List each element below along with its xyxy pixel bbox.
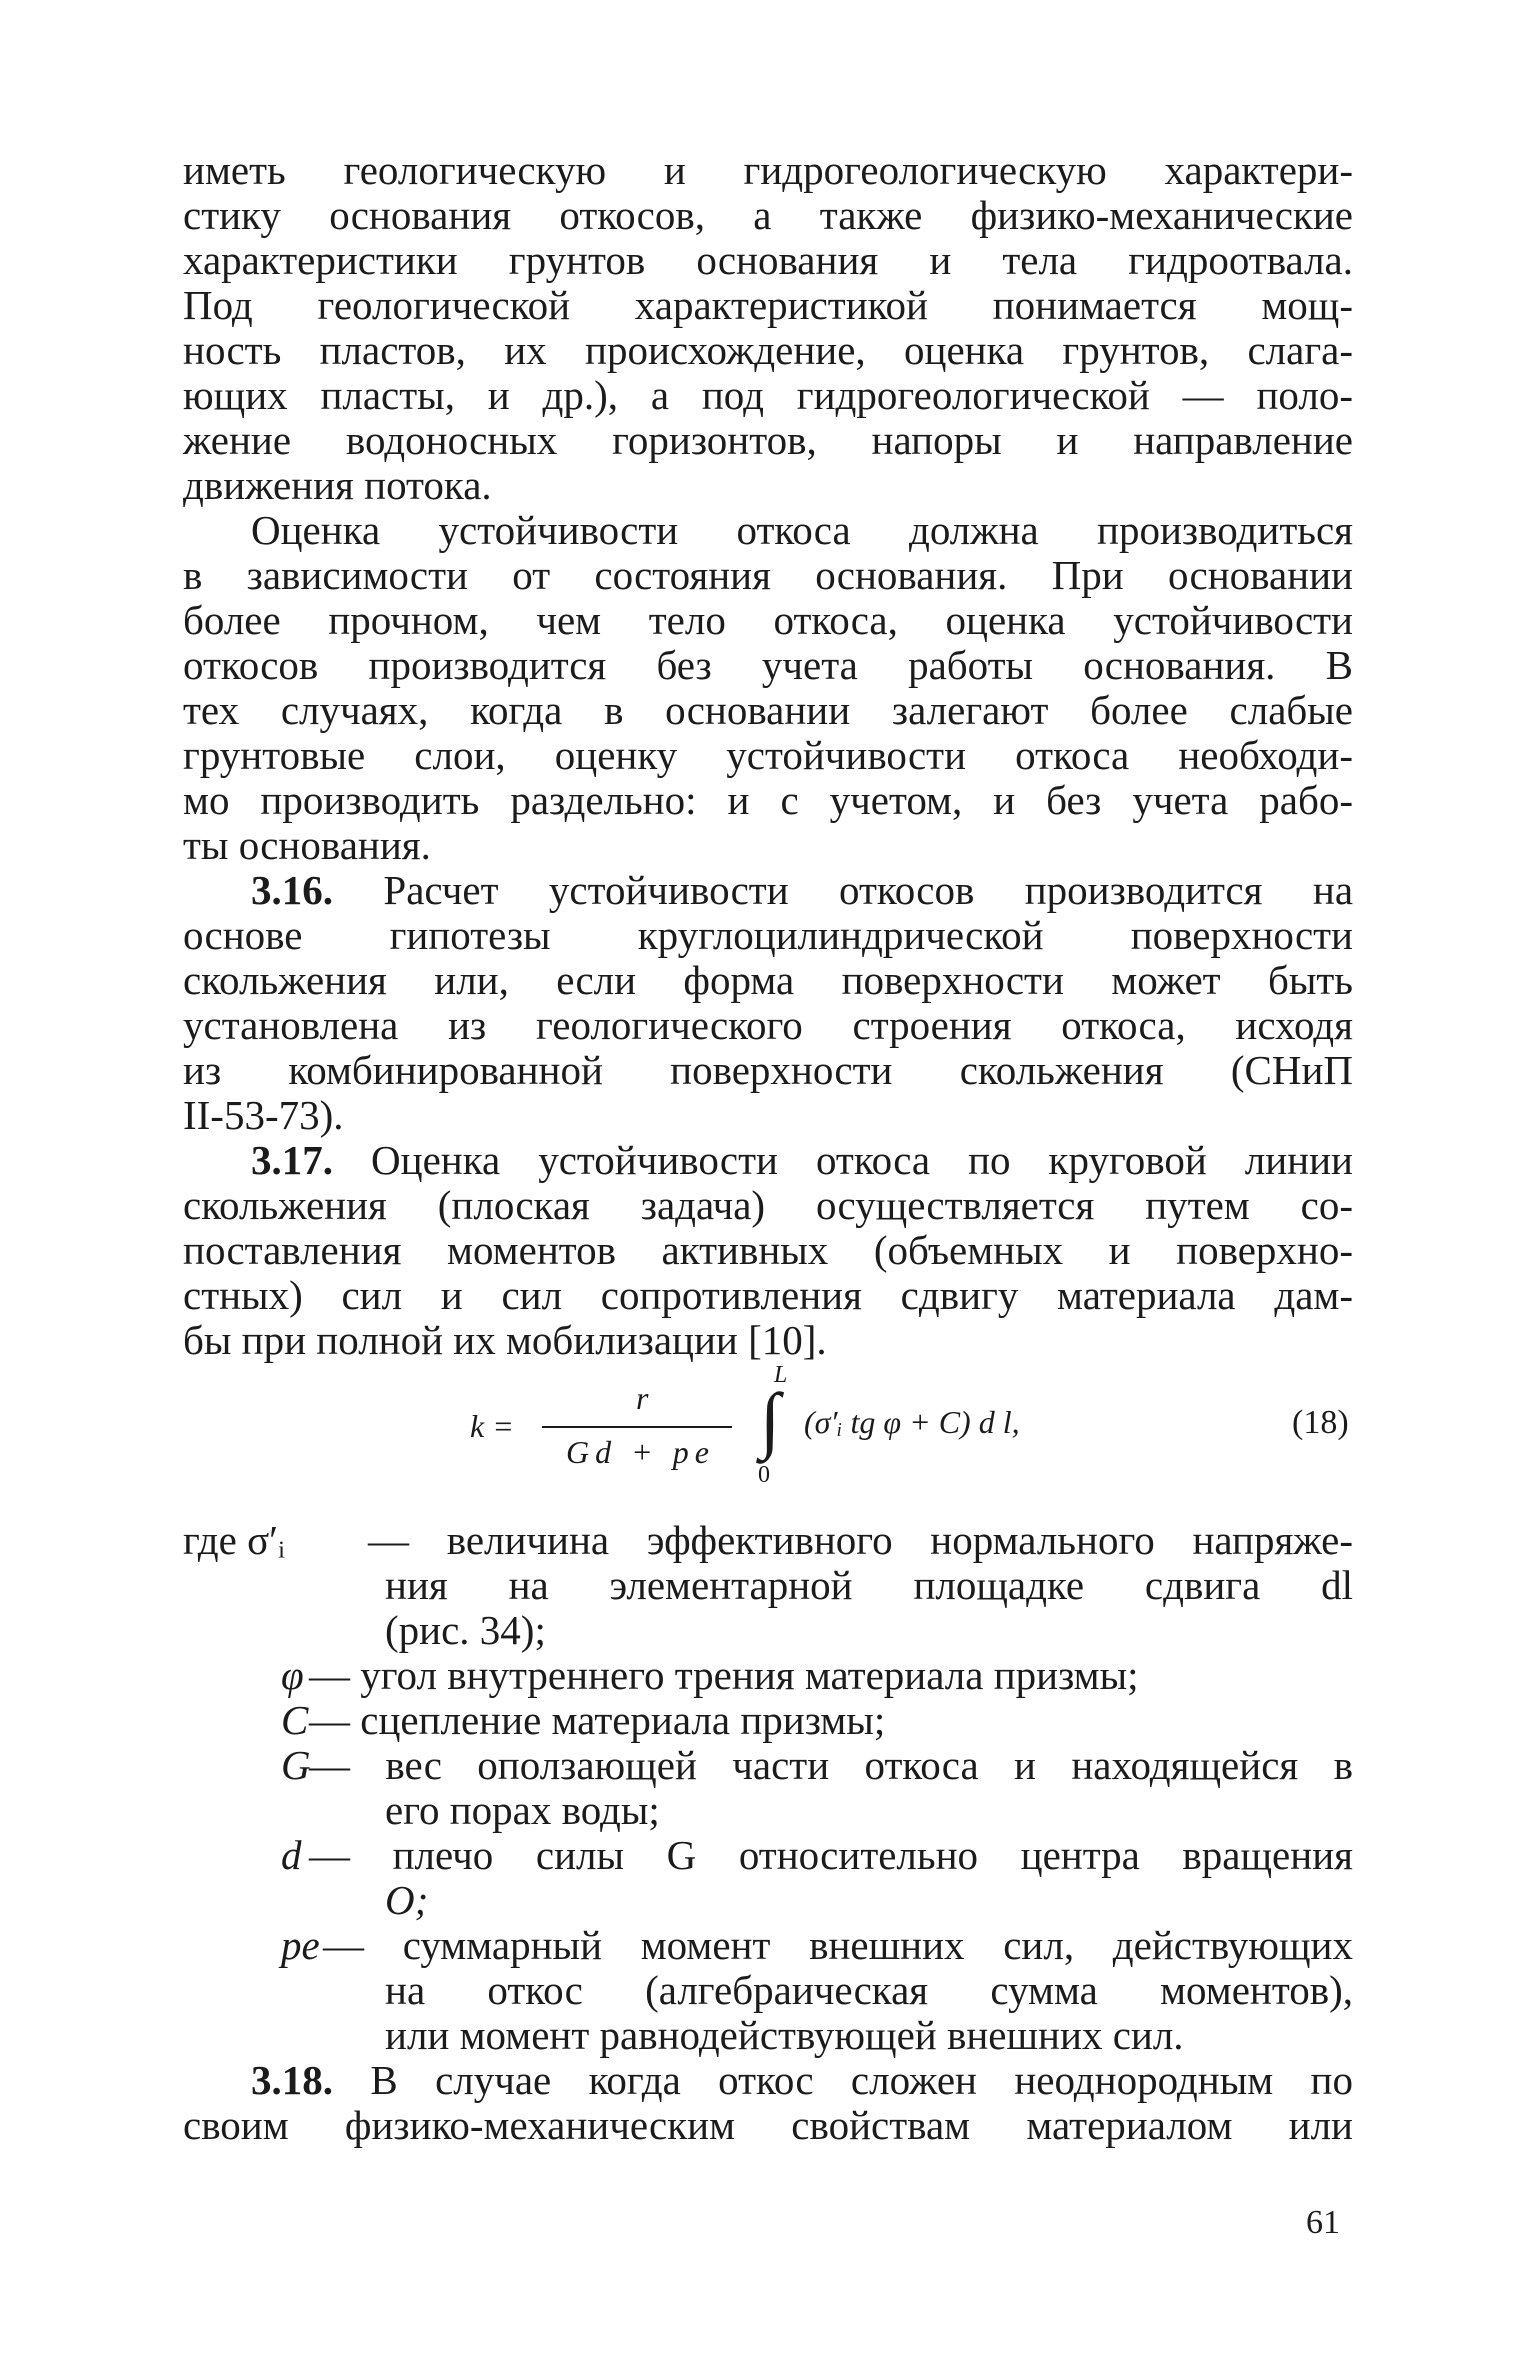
text-run: Оценка устойчивости откоса по круговой линии (371, 1137, 1353, 1183)
text-line: грунтовые слои, оценку устойчивости откоса необходи- (183, 732, 1353, 778)
definition-symbol: G (281, 1742, 311, 1788)
integral-lower-limit: 0 (758, 1462, 770, 1488)
text-line: из комбинированной поверхности скольжения (СНиП (183, 1047, 1353, 1093)
definition-symbol: φ (281, 1652, 304, 1698)
section-first-line (183, 868, 1353, 913)
definition-symbol: C (281, 1697, 309, 1743)
integral-sign: ∫ (760, 1379, 781, 1461)
definition-text: ния на элементарной площадке сдвига dl (385, 1562, 1353, 1608)
text-run: В случае когда откос сложен неоднородным по (370, 2057, 1354, 2103)
text-line: Под геологической характеристикой понимается мощ- (183, 282, 1353, 328)
definition-sigma (183, 1518, 1353, 1563)
definition-text: — суммарный момент внешних сил, действующих (323, 1922, 1353, 1968)
text-line: бы при полной их мобилизации [10]. (183, 1317, 827, 1363)
text-line: II-53-73). (183, 1092, 344, 1138)
text-line: жение водоносных горизонтов, напоры и направление (183, 417, 1353, 463)
definition-symbol: где σ′ᵢ (183, 1517, 285, 1563)
text-line: основе гипотезы круглоцилиндрической поверхности (183, 912, 1353, 958)
definition-phi (183, 1653, 1353, 1698)
text-line: иметь геологическую и гидрогеологическую характери- (183, 147, 1353, 193)
text-line: откосов производится без учета работы основания. В (183, 642, 1353, 688)
equation-number: (18) (1292, 1404, 1349, 1441)
intro-paragraph (183, 148, 1353, 508)
integral-upper-limit: L (774, 1362, 788, 1388)
definition-pe (183, 1923, 1353, 1968)
definition-text: (рис. 34); (385, 1607, 546, 1653)
definition-g (183, 1743, 1353, 1788)
fraction-bar (542, 1426, 732, 1428)
section-3-18 (183, 2058, 1353, 2148)
symbol-definitions (183, 1518, 1353, 2058)
text-line: ющих пласты, и др.), а под гидрогеологической — поло- (183, 372, 1353, 418)
text-line: скольжения (плоская задача) осуществляется путем со- (183, 1182, 1353, 1228)
formula-integrand: (σ′ᵢ tg φ + C) d l, (804, 1404, 1020, 1440)
formula-numerator: r (636, 1380, 649, 1416)
text-line: установлена из геологического строения откоса, исходя (183, 1002, 1353, 1048)
definition-text: O; (385, 1877, 429, 1923)
section-number: 3.16. (251, 867, 333, 913)
formula-18 (0, 1358, 1535, 1508)
stability-paragraph (183, 508, 1353, 868)
definition-text: — угол внутреннего трения материала призмы; (309, 1652, 1139, 1698)
section-first-line (183, 2058, 1353, 2103)
page-number: 61 (1306, 2204, 1340, 2241)
definition-text: его порах воды; (385, 1787, 660, 1833)
definition-text: — вес оползающей части откоса и находящейся в (309, 1742, 1353, 1788)
text-line: характеристики грунтов основания и тела гидроотвала. (183, 237, 1353, 283)
definition-text: — плечо силы G относительно центра вращения (309, 1832, 1353, 1878)
text-line: ты основания. (183, 822, 431, 868)
text-line: поставления моментов активных (объемных и поверхно- (183, 1227, 1353, 1273)
formula-denominator: Gd + pe (566, 1434, 715, 1470)
definition-symbol: d (281, 1832, 302, 1878)
definition-text: — сцепление материала призмы; (309, 1697, 886, 1743)
definition-c (183, 1698, 1353, 1743)
definition-symbol: pe (281, 1922, 320, 1968)
definition-text: — величина эффективного нормального напряже- (368, 1517, 1353, 1563)
text-line: ность пластов, их происхождение, оценка грунтов, слага- (183, 327, 1353, 373)
text-line: тех случаях, когда в основании залегают более слабые (183, 687, 1353, 733)
definition-continuation (183, 1878, 1353, 1923)
text-line: более прочном, чем тело откоса, оценка устойчивости (183, 597, 1353, 643)
text-line: стных) сил и сил сопротивления сдвигу материала дам- (183, 1272, 1353, 1318)
text-line: движения потока. (183, 462, 492, 508)
definition-continuation (183, 1608, 1353, 1653)
definition-continuation (183, 1788, 1353, 1833)
text-line: Оценка устойчивости откоса должна производиться (251, 507, 1353, 553)
text-line: стику основания откосов, а также физико-механические (183, 192, 1353, 238)
definition-continuation (183, 2013, 1353, 2058)
text-line: скольжения или, если форма поверхности может быть (183, 957, 1353, 1003)
definition-text: или момент равнодействующей внешних сил. (385, 2012, 1184, 2058)
section-number: 3.18. (251, 2057, 333, 2103)
text-line: мо производить раздельно: и с учетом, и без учета рабо- (183, 777, 1353, 823)
text-line: в зависимости от состояния основания. При основании (183, 552, 1353, 598)
formula-lhs: k = (470, 1408, 514, 1444)
section-first-line (183, 1138, 1353, 1183)
definition-text: на откос (алгебраическая сумма моментов), (385, 1967, 1353, 2013)
text-run: Расчет устойчивости откосов производится на (383, 867, 1354, 913)
section-number: 3.17. (251, 1137, 333, 1183)
section-3-16 (183, 868, 1353, 1138)
text-line: своим физико-механическим свойствам материалом или (183, 2102, 1353, 2148)
definition-d (183, 1833, 1353, 1878)
definition-continuation (183, 1563, 1353, 1608)
definition-continuation (183, 1968, 1353, 2013)
section-3-17 (183, 1138, 1353, 1363)
